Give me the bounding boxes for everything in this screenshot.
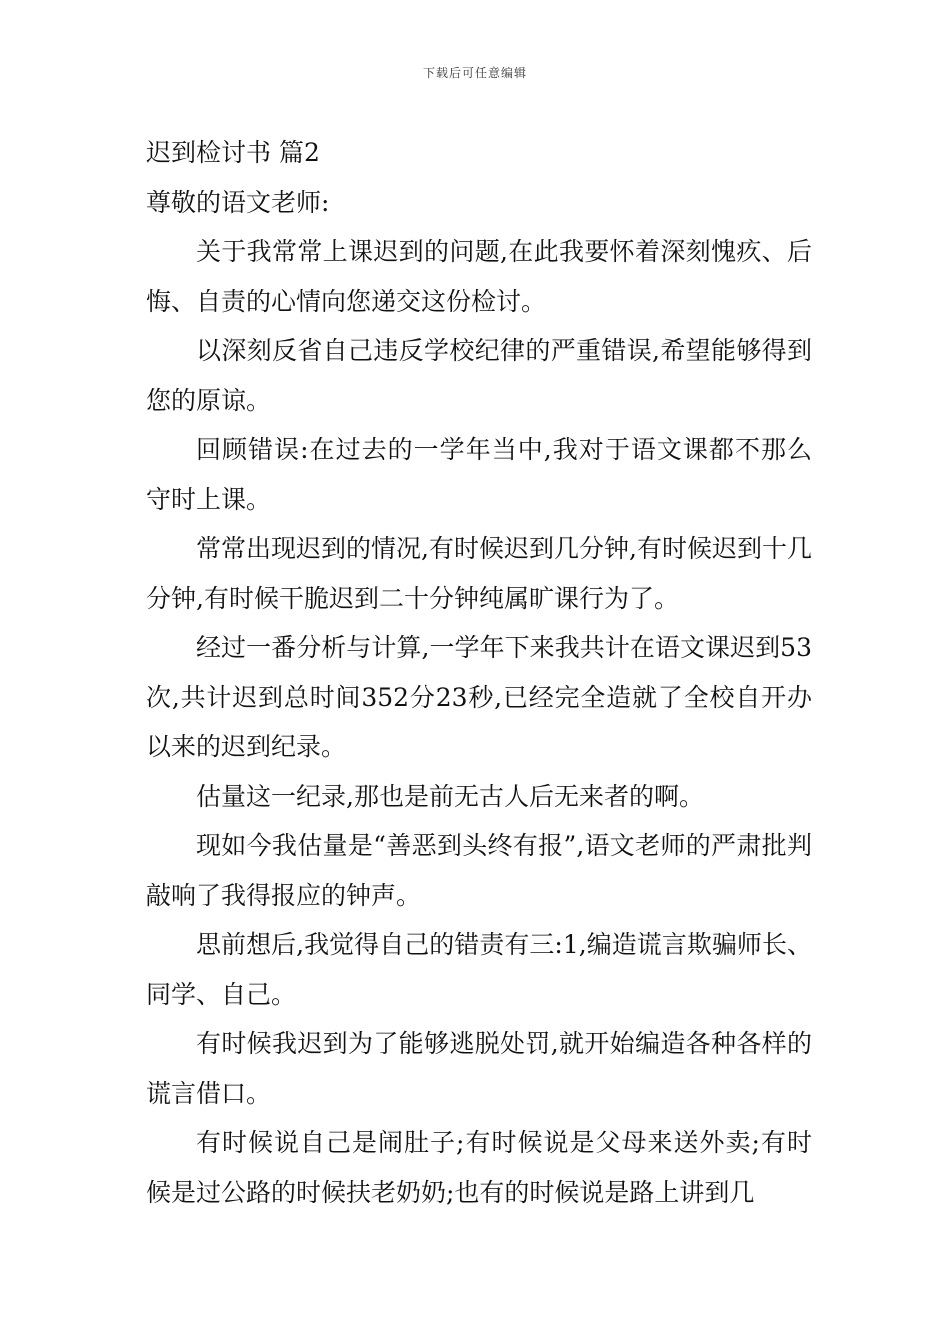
paragraph: 回顾错误:在过去的一学年当中,我对于语文课都不那么守时上课。 (146, 435, 812, 514)
paragraph: 常常出现迟到的情况,有时候迟到几分钟,有时候迟到十几分钟,有时候干脆迟到二十分钟纯属旷课行为了。 (146, 534, 812, 613)
paragraph: 有时候我迟到为了能够逃脱处罚,就开始编造各种各样的谎言借口。 (146, 1029, 812, 1108)
document-title: 迟到检讨书 篇2 (146, 138, 320, 167)
paragraph: 有时候说自己是闹肚子;有时候说是父母来送外卖;有时候是过公路的时候扶老奶奶;也有的时候说是路上讲到几 (146, 1128, 812, 1207)
paragraph: 经过一番分析与计算,一学年下来我共计在语文课迟到53次,共计迟到总时间352分23秒,已经完全造就了全校自开办以来的迟到纪录。 (146, 633, 812, 761)
page-header: 下载后可任意编辑 (422, 66, 527, 80)
document-body (146, 128, 812, 1217)
paragraph: 思前想后,我觉得自己的错责有三:1,编造谎言欺骗师长、同学、自己。 (146, 930, 812, 1009)
paragraph: 以深刻反省自己违反学校纪律的严重错误,希望能够得到您的原谅。 (146, 336, 812, 415)
paragraph: 估量这一纪录,那也是前无古人后无来者的啊。 (196, 781, 704, 811)
salutation: 尊敬的语文老师: (146, 187, 330, 217)
paragraph: 关于我常常上课迟到的问题,在此我要怀着深刻愧疚、后悔、自责的心情向您递交这份检讨。 (146, 237, 812, 316)
paragraph: 现如今我估量是“善恶到头终有报”,语文老师的严肃批判敲响了我得报应的钟声。 (146, 831, 812, 910)
